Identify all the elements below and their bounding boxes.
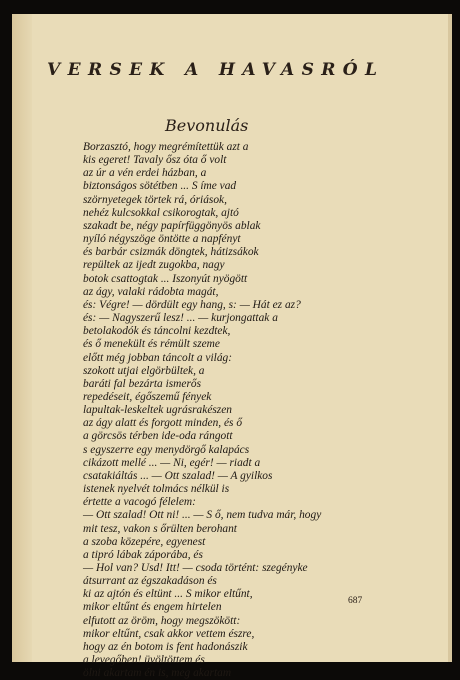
poem-title: Bevonulás	[165, 116, 249, 135]
poem-line: a levegőben! üvöltöttem és	[83, 654, 205, 667]
poem-line: szakadt be, négy papírfüggönyös ablak	[83, 219, 261, 232]
poem-line: hogy az én botom is fent hadonászik	[83, 640, 248, 653]
poem-line: a görcsös térben ide-oda rángott	[83, 430, 233, 443]
poem-line: és: — Nagyszerű lesz! ... — kurjongattak a	[83, 312, 278, 325]
poem-line: s egyszerre egy menydörgő kalapács	[83, 443, 250, 456]
poem-line: a szoba közepére, egyenest	[83, 535, 206, 548]
poem-line: mit tesz, vakon s őrülten berohant	[83, 522, 237, 535]
poem-line: nehéz kulcsokkal csikorogtak, ajtó	[83, 206, 239, 219]
poem-line: és barbár csizmák döngtek, hátizsákok	[83, 246, 259, 259]
poem-line: — Hol van? Usd! Itt! — csoda történt: szegényke	[83, 562, 308, 574]
poem-line: mikor eltűnt és engem hirtelen	[83, 601, 222, 614]
page-number: 687	[348, 596, 363, 606]
poem-line: elfutott az öröm, hogy megszökött:	[83, 614, 241, 627]
page-edge	[448, 14, 452, 662]
poem-line: az ágy, valaki rádobta magát,	[83, 285, 219, 298]
poem-line: repedéseit, égőszemű fények	[83, 390, 212, 403]
poem-line: Borzasztó, hogy megrémítettük azt a	[83, 141, 249, 153]
book-spine-shadow	[12, 14, 32, 662]
poem-line: a tipró lábak záporába, és	[83, 548, 203, 561]
poem-line: cikázott mellé ... — Ni, egér! — riadt a	[83, 456, 261, 469]
poem-line: és ő menekült és rémült szeme	[83, 338, 220, 351]
poem-line: betolakodók és táncolni kezdtek,	[83, 325, 231, 338]
poem-line: istenek nyelvét tolmács nélkül is	[83, 483, 230, 496]
poem-line: az ágy alatt és forgott minden, és ő	[83, 417, 243, 430]
poem-line: előtt még jobban táncolt a világ:	[83, 351, 233, 364]
poem-line: értette a vacogó félelem:	[83, 496, 196, 509]
poem-line: lapultak-leskeltek ugrásrakészen	[83, 404, 232, 417]
poem-line: mikor eltűnt, csak akkor vettem észre,	[83, 627, 255, 640]
poem-line: repültek az ijedt zugokba, nagy	[83, 259, 225, 272]
poem-line: kis egeret! Tavaly ősz óta ő volt	[83, 154, 227, 167]
poem-line: átsurrant az égszakadáson és	[83, 575, 217, 588]
poem-line: csatakiáltás ... — Ott szalad! — A gyilkos	[83, 469, 273, 482]
poem-body	[83, 141, 423, 680]
poem-line: és: Végre! — dördült egy hang, s: — Hát ez az?	[83, 298, 301, 311]
poem-line: — Ott szalad! Ott ni! ... — S ő, nem tudva már, hogy	[83, 509, 322, 522]
poem-line: baráti fal bezárta ismerős	[83, 377, 202, 390]
poem-line: szörnyetegek törtek rá, óriások,	[83, 193, 227, 206]
poem-line: biztonságos sötétben ... S íme vad	[83, 180, 237, 193]
poem-line: botok csattogtak ... Iszonyút nyögött	[83, 272, 248, 285]
poem-line: ki az ajtón és eltünt ... S mikor eltűnt,	[83, 588, 253, 601]
poem-line: az úr a vén erdei házban, a	[83, 167, 207, 180]
running-header: VERSEK A HAVASRÓL	[47, 60, 385, 80]
poem-line: nyíló négyszöge öntötte a napfényt	[83, 233, 241, 246]
poem-line: szokott utjai elgörbültek, a	[83, 364, 205, 377]
poem-line: ölni akartam én is, meg akartam	[83, 667, 232, 680]
